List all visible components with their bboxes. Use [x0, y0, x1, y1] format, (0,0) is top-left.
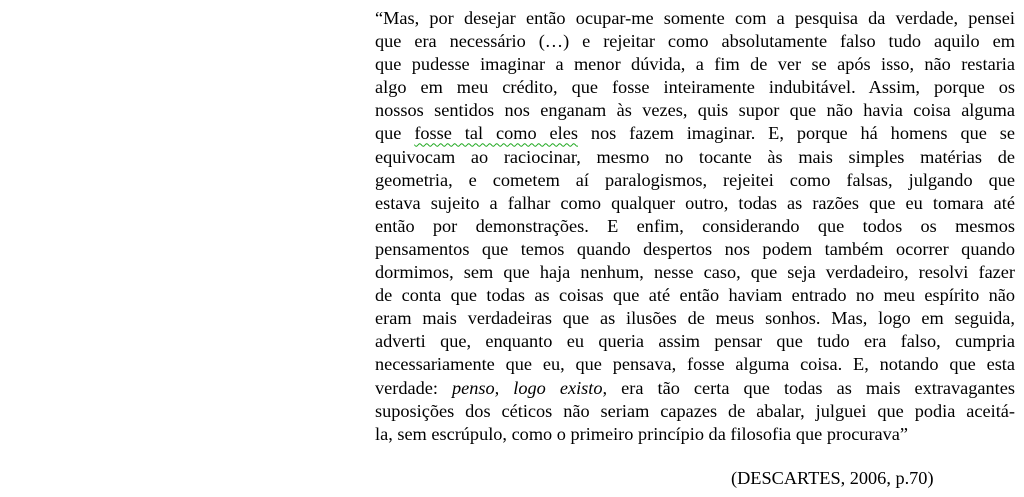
quote-line: dormimos, sem que haja nenhum, nesse caso, que seja verdadeiro, resolvi fazer	[375, 262, 1015, 283]
quote-line: equivocam ao raciocinar, mesmo no tocante às mais simples matérias de	[375, 146, 1015, 167]
quote-line-start: verdade:	[375, 377, 452, 398]
quote-line: “Mas, por desejar então ocupar-me somente com a pesquisa da verdade, pensei	[375, 8, 1015, 28]
quote-line-end: nos fazem imaginar. E, porque há homens que se	[577, 123, 1015, 144]
quote-line: nossos sentidos nos enganam às vezes, quis supor que não havia coisa alguma	[375, 100, 1015, 121]
quote-line: necessariamente que eu, que pensava, fosse alguma coisa. E, notando que esta	[375, 354, 1015, 375]
quote-line: pensamentos que temos quando despertos nos podem também ocorrer quando	[375, 238, 1015, 259]
grammar-underlined-phrase: fosse tal como eles	[414, 123, 578, 144]
italic-phrase: penso, logo existo,	[452, 377, 608, 398]
quote-line: estava sujeito a falhar como qualquer outro, todas as razões que eu tomara até	[375, 192, 1015, 213]
quote-line	[375, 377, 1015, 400]
quote-line: que pudesse imaginar a menor dúvida, a fim de ver se após isso, não restaria	[375, 54, 1015, 75]
quote-line: de conta que todas as coisas que até então haviam entrado no meu espírito não	[375, 285, 1015, 306]
quote-line: eram mais verdadeiras que as ilusões de meus sonhos. Mas, logo em seguida,	[375, 308, 1015, 329]
quote-line-start: que	[375, 123, 415, 144]
citation: (DESCARTES, 2006, p.70)	[731, 468, 934, 488]
quote-line: la, sem escrúpulo, como o primeiro princípio da filosofia que procurava”	[375, 423, 909, 444]
quote-line: suposições dos céticos não seriam capazes de abalar, julguei que podia aceitá-	[375, 400, 1015, 421]
quote-block	[375, 7, 1015, 446]
quote-line: geometria, e cometem aí paralogismos, rejeitei como falsas, julgando que	[375, 169, 1015, 190]
quote-line: então por demonstrações. E enfim, considerando que todos os mesmos	[375, 215, 1015, 236]
quote-line: algo em meu crédito, que fosse inteiramente indubitável. Assim, porque os	[375, 77, 1015, 98]
quote-line: adverti que, enquanto eu queria assim pensar que tudo era falso, cumpria	[375, 331, 1015, 352]
quote-line: que era necessário (…) e rejeitar como absolutamente falso tudo aquilo em	[375, 31, 1015, 52]
quote-line	[375, 122, 1015, 145]
quote-line-end: era tão certa que todas as mais extravagantes	[607, 377, 1015, 398]
